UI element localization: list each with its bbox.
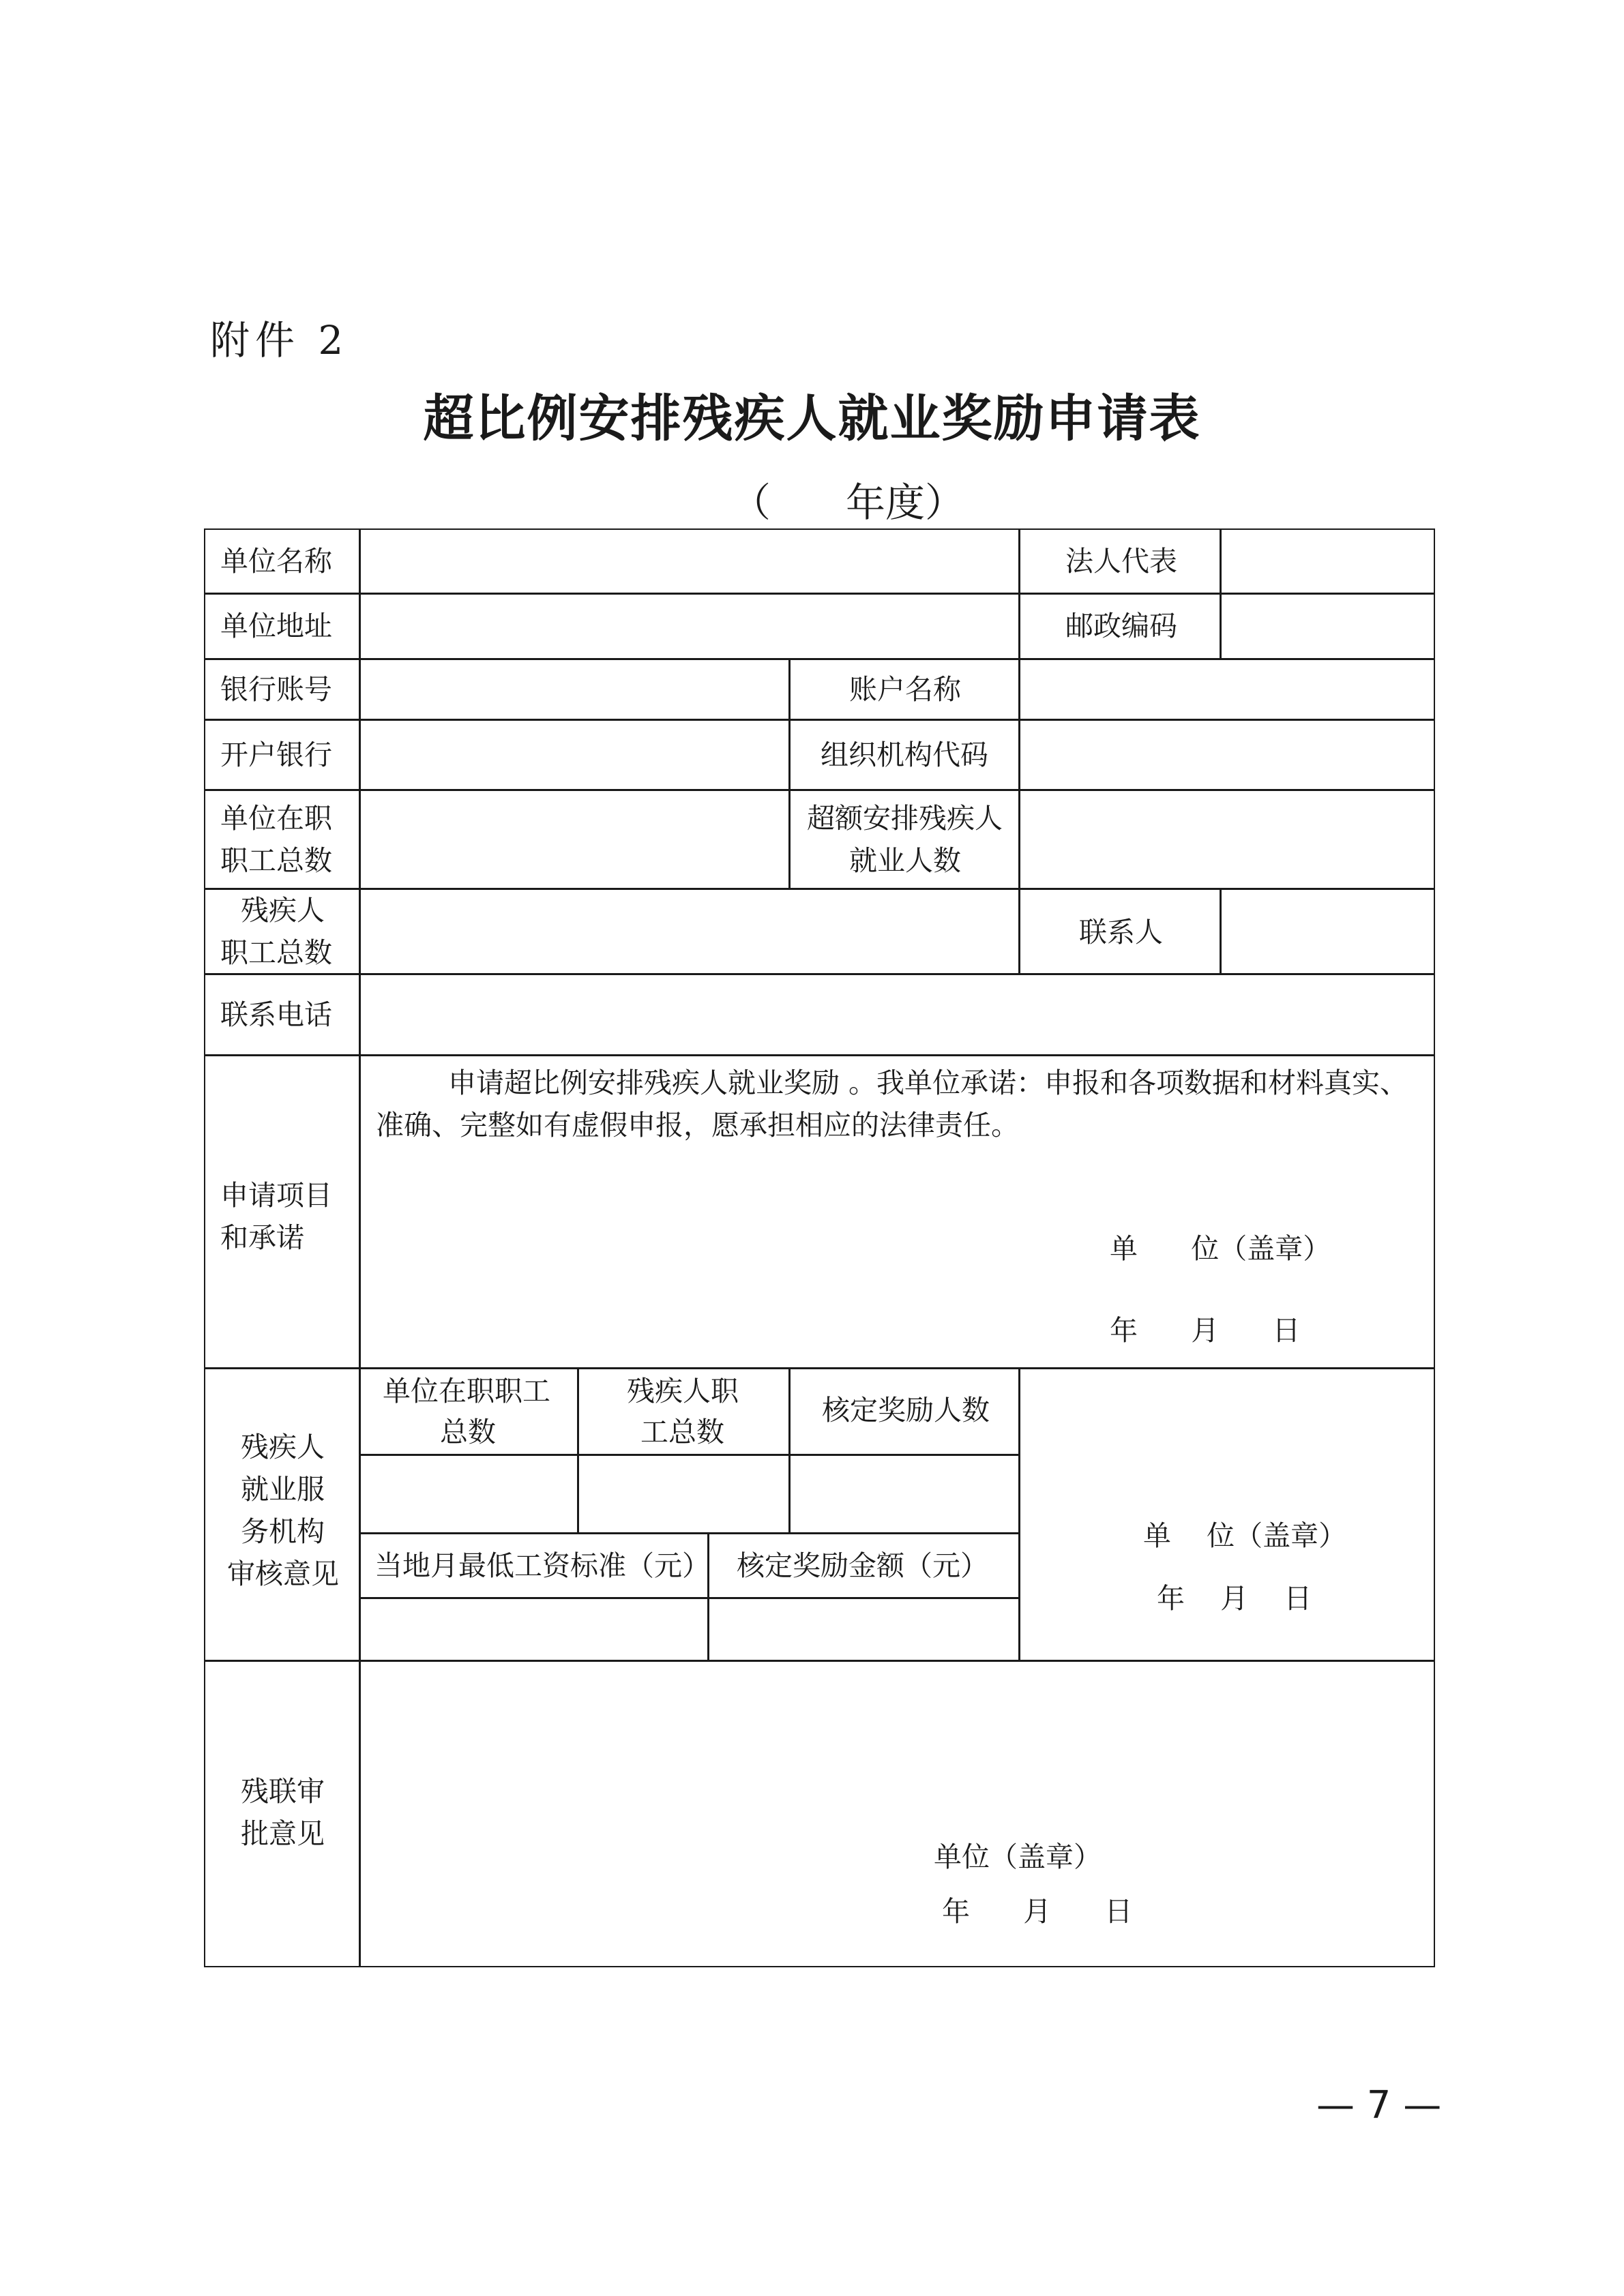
- commitment-text-line2: 准确、完整如有虚假申报，愿承担相应的法律责任。: [376, 1109, 1019, 1142]
- agency-review-label-line4: 审核意见: [227, 1557, 339, 1590]
- bank-account-field[interactable]: [359, 659, 790, 720]
- legal-rep-label: 法人代表: [1065, 545, 1177, 578]
- form-title: 超比例安排残疾人就业奖励申请表: [423, 389, 1201, 448]
- min-wage-header: [359, 1533, 709, 1598]
- review-reward-count-header: [789, 1368, 1020, 1455]
- label-cell-excess-disabled: [789, 790, 1020, 889]
- federation-approval-label-line1: 残联审: [241, 1775, 325, 1808]
- label-cell-application: [204, 1055, 360, 1369]
- label-cell-contact-phone: [204, 974, 360, 1056]
- label-cell-legal-rep: [1019, 528, 1221, 594]
- reward-amount-field[interactable]: [708, 1598, 1020, 1661]
- agency-review-label-line1: 残疾人: [241, 1431, 325, 1463]
- commitment-text-line1: 申请超比例安排残疾人就业奖励 。我单位承诺：申报和各项数据和材料真实、: [448, 1067, 1408, 1099]
- excess-disabled-label-line1: 超额安排残疾人: [807, 802, 1003, 835]
- account-name-label: 账户名称: [849, 673, 961, 706]
- review-disabled-total-line1: 残疾人职: [627, 1375, 739, 1407]
- review-reward-count-field[interactable]: [789, 1455, 1020, 1534]
- review-staff-total-field[interactable]: [359, 1455, 578, 1534]
- label-cell-postal-code: [1019, 593, 1221, 659]
- min-wage-field[interactable]: [359, 1598, 709, 1661]
- unit-address-field[interactable]: [359, 593, 1020, 659]
- reward-amount-header: [708, 1533, 1020, 1598]
- contact-person-label: 联系人: [1079, 916, 1163, 949]
- review-disabled-total-field[interactable]: [578, 1455, 790, 1534]
- org-code-label: 组织机构代码: [821, 739, 988, 771]
- org-code-field[interactable]: [1019, 719, 1435, 790]
- label-cell-org-code: [789, 719, 1020, 790]
- application-date-label: 年 月 日: [1110, 1314, 1301, 1347]
- year-open-paren: （: [731, 479, 771, 526]
- review-staff-total-line2: 总数: [440, 1416, 496, 1448]
- excess-disabled-label-line2: 就业人数: [849, 844, 961, 877]
- label-cell-contact-person: [1019, 889, 1221, 974]
- approval-seal-label: 单位（盖章）: [934, 1840, 1102, 1873]
- postal-code-field[interactable]: [1220, 593, 1435, 659]
- staff-total-field[interactable]: [359, 790, 790, 889]
- review-staff-total-header: [359, 1368, 578, 1455]
- label-cell-unit-name: [204, 528, 360, 594]
- label-cell-bank-account: [204, 659, 360, 720]
- year-label: [731, 471, 964, 528]
- disabled-total-field[interactable]: [359, 889, 1020, 974]
- review-disabled-total-line2: 工总数: [640, 1416, 724, 1448]
- review-staff-total-line1: 单位在职职工: [383, 1375, 550, 1407]
- postal-code-label: 邮政编码: [1065, 610, 1177, 642]
- year-text: 年度）: [846, 479, 965, 526]
- disabled-total-label-line1: 残疾人: [241, 894, 325, 927]
- legal-rep-field[interactable]: [1220, 528, 1435, 594]
- unit-name-label: 单位名称: [220, 545, 332, 578]
- application-seal-label: 单 位（盖章）: [1110, 1232, 1331, 1265]
- contact-phone-field[interactable]: [359, 974, 1435, 1056]
- agency-review-label-line2: 就业服: [241, 1473, 325, 1506]
- label-cell-federation-approval: [204, 1660, 360, 1967]
- application-form-table: [205, 529, 1436, 1968]
- federation-approval-area[interactable]: [359, 1660, 1435, 1967]
- review-seal-label: 单 位（盖章）: [1143, 1519, 1347, 1552]
- review-disabled-total-header: [578, 1368, 790, 1455]
- label-cell-disabled-total: [204, 889, 360, 974]
- application-label-line2: 和承诺: [220, 1221, 304, 1254]
- application-label-line1: 申请项目: [220, 1179, 332, 1212]
- federation-approval-label-line2: 批意见: [241, 1817, 325, 1850]
- label-cell-account-name: [789, 659, 1020, 720]
- agency-review-label-line3: 务机构: [241, 1515, 325, 1548]
- page-number: — 7 —: [1316, 2083, 1442, 2128]
- staff-total-label-line2: 职工总数: [220, 844, 332, 877]
- review-reward-count-label: 核定奖励人数: [822, 1394, 990, 1427]
- staff-total-label-line1: 单位在职: [220, 802, 332, 835]
- unit-address-label: 单位地址: [220, 610, 332, 642]
- excess-disabled-field[interactable]: [1019, 790, 1435, 889]
- label-cell-unit-address: [204, 593, 360, 659]
- label-cell-agency-review: [204, 1368, 360, 1661]
- approval-date-label: 年 月 日: [942, 1895, 1133, 1928]
- bank-field[interactable]: [359, 719, 790, 790]
- label-cell-staff-total: [204, 790, 360, 889]
- label-cell-bank: [204, 719, 360, 790]
- contact-phone-label: 联系电话: [220, 998, 332, 1031]
- bank-account-label: 银行账号: [220, 673, 332, 706]
- account-name-field[interactable]: [1019, 659, 1435, 720]
- disabled-total-label-line2: 职工总数: [220, 936, 332, 969]
- review-date-label: 年 月 日: [1157, 1582, 1312, 1615]
- min-wage-label: 当地月最低工资标准（元）: [374, 1549, 710, 1582]
- contact-person-field[interactable]: [1220, 889, 1435, 974]
- application-commitment-area[interactable]: [359, 1055, 1435, 1369]
- review-seal-area[interactable]: [1019, 1368, 1435, 1661]
- bank-label: 开户银行: [220, 739, 332, 771]
- reward-amount-label: 核定奖励金额（元）: [737, 1549, 988, 1582]
- unit-name-field[interactable]: [359, 528, 1020, 594]
- attachment-label: 附件 2: [210, 317, 349, 363]
